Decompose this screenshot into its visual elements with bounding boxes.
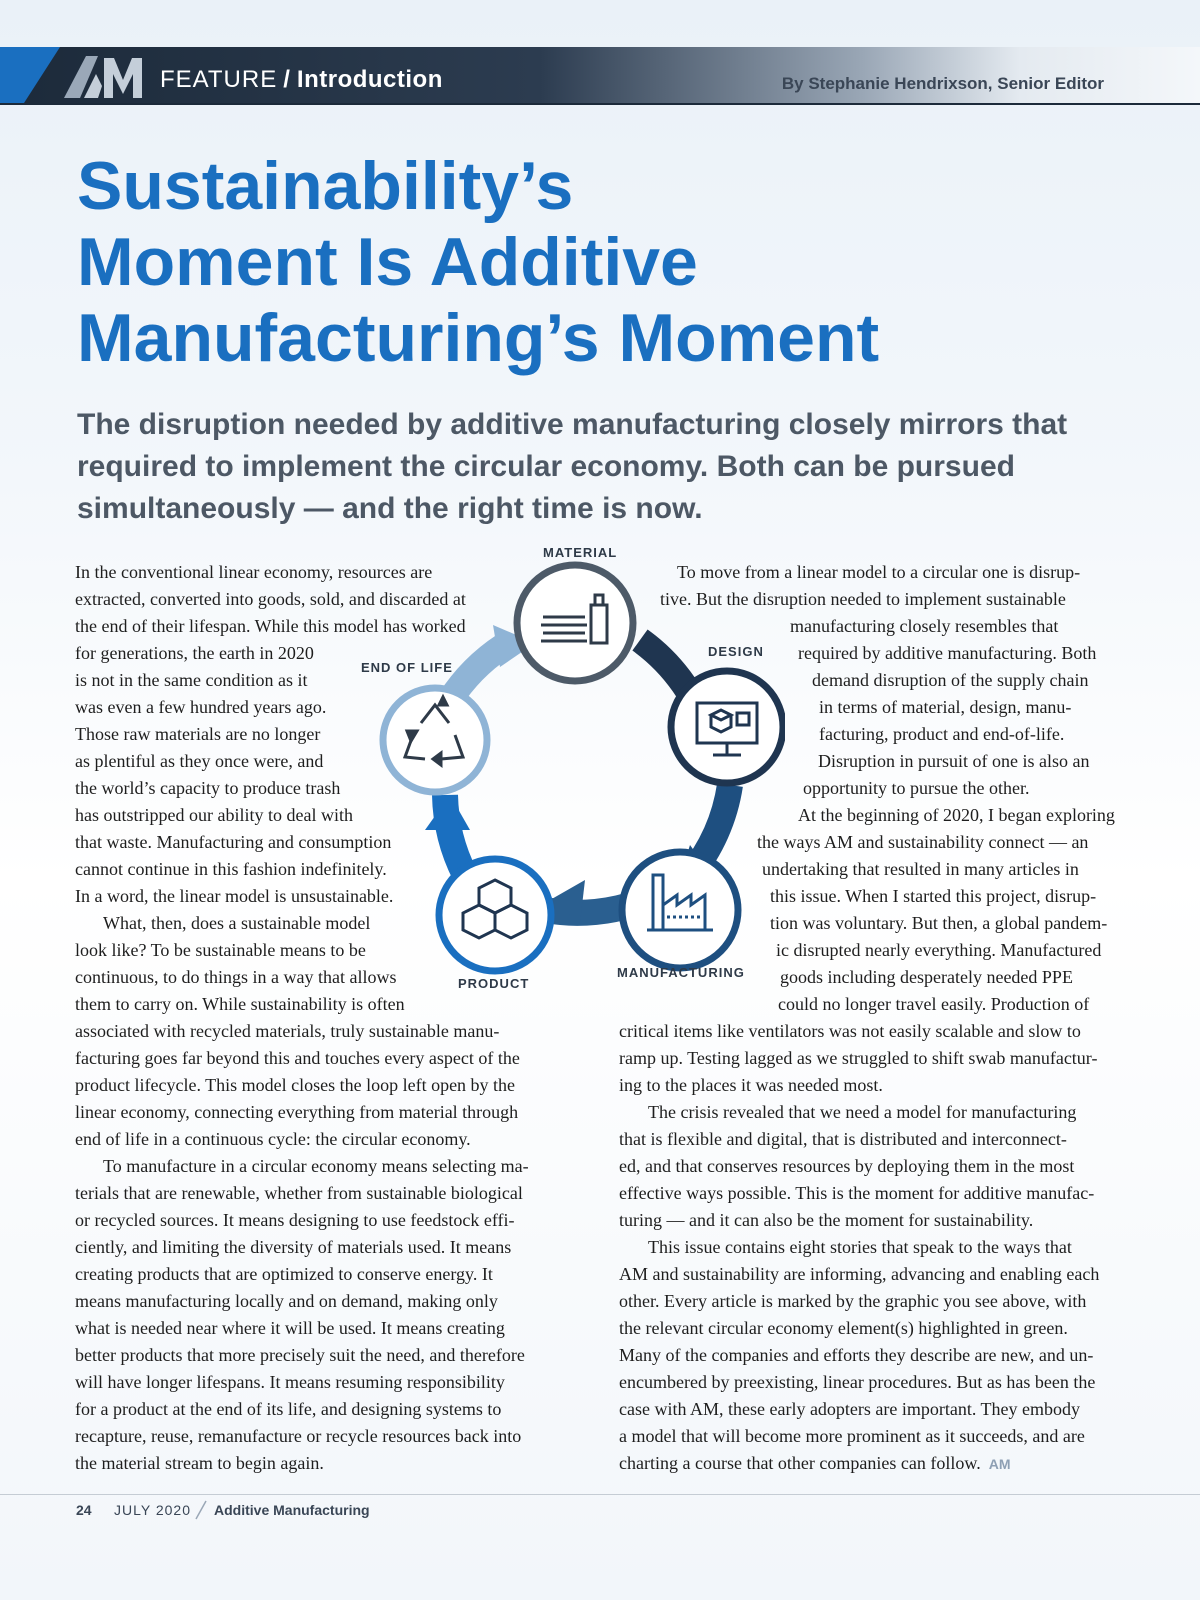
body-line: linear economy, connecting everything from material through xyxy=(75,1102,519,1122)
body-line: this issue. When I started this project, disrup- xyxy=(770,886,1097,906)
body-line: To manufacture in a circular economy means selecting ma- xyxy=(103,1156,529,1176)
footer-divider xyxy=(195,1500,207,1520)
body-line: other. Every article is marked by the graphic you see above, with xyxy=(619,1291,1087,1311)
body-line: To move from a linear model to a circular one is disrup- xyxy=(677,562,1081,582)
body-line-text: charting a course that other companies can follow. xyxy=(619,1453,981,1473)
body-line: At the beginning of 2020, I began exploring xyxy=(798,805,1115,825)
body-line: ic disrupted nearly everything. Manufactured xyxy=(776,940,1102,960)
body-line: Disruption in pursuit of one is also an xyxy=(818,751,1090,771)
body-line: Many of the companies and efforts they describe are new, and un- xyxy=(619,1345,1094,1365)
section-label xyxy=(160,66,443,94)
body-line: the end of their lifespan. While this model has worked xyxy=(75,616,466,636)
material-node xyxy=(517,565,633,681)
body-line: will have longer lifespans. It means resuming responsibility xyxy=(75,1372,505,1392)
body-line: extracted, converted into goods, sold, and discarded at xyxy=(75,589,466,609)
body-line: look like? To be sustainable means to be xyxy=(75,940,366,960)
article-title xyxy=(77,148,1097,376)
body-line: facturing goes far beyond this and touches every aspect of the xyxy=(75,1048,520,1068)
body-line: facturing, product and end-of-life. xyxy=(819,724,1065,744)
body-line: what is needed near where it will be used. It means creating xyxy=(75,1318,505,1338)
header-rule xyxy=(0,103,1200,105)
body-line: case with AM, these early adopters are important. They embody xyxy=(619,1399,1081,1419)
body-line: could no longer travel easily. Production of xyxy=(778,994,1090,1014)
body-line: end of life in a continuous cycle: the circular economy. xyxy=(75,1129,471,1149)
body-line: associated with recycled materials, truly sustainable manu- xyxy=(75,1021,500,1041)
body-line: the relevant circular economy element(s) highlighted in green. xyxy=(619,1318,1068,1338)
body-line: the world’s capacity to produce trash xyxy=(75,778,341,798)
body-line: tive. But the disruption needed to implement sustainable xyxy=(660,589,1066,609)
page-number: 24 xyxy=(76,1502,92,1518)
body-line: In the conventional linear economy, resources are xyxy=(75,562,433,582)
body-line: ed, and that conserves resources by deploying them in the most xyxy=(619,1156,1075,1176)
body-line: This issue contains eight stories that speak to the ways that xyxy=(648,1237,1072,1257)
body-line: a model that will become more prominent as it succeeds, and are xyxy=(619,1426,1085,1446)
manufacturing-node xyxy=(622,852,738,968)
section-name: FEATURE xyxy=(160,66,278,93)
publication-name: Additive Manufacturing xyxy=(214,1502,370,1518)
body-line: AM and sustainability are informing, advancing and enabling each xyxy=(619,1264,1100,1284)
body-line: effective ways possible. This is the moment for additive manufac- xyxy=(619,1183,1095,1203)
body-line: means manufacturing locally and on demand, making only xyxy=(75,1291,498,1311)
label-material: MATERIAL xyxy=(543,545,618,560)
body-line: cannot continue in this fashion indefinitely. xyxy=(75,859,387,879)
body-line: creating products that are optimized to conserve energy. It xyxy=(75,1264,493,1284)
body-line: undertaking that resulted in many articles in xyxy=(762,859,1079,879)
body-line: has outstripped our ability to deal with xyxy=(75,805,353,825)
body-line: opportunity to pursue the other. xyxy=(803,778,1030,798)
am-logo xyxy=(60,54,150,100)
body-line: product lifecycle. This model closes the loop left open by the xyxy=(75,1075,516,1095)
subsection-name: Introduction xyxy=(296,66,443,93)
body-line: tion was voluntary. But then, a global pandem- xyxy=(770,913,1108,933)
body-line: goods including desperately needed PPE xyxy=(780,967,1073,987)
byline: By Stephanie Hendrixson, Senior Editor xyxy=(781,74,1104,93)
body-line: ramp up. Testing lagged as we struggled to shift swab manufactur- xyxy=(619,1048,1098,1068)
body-line: for a product at the end of its life, and designing systems to xyxy=(75,1399,502,1419)
body-line: demand disruption of the supply chain xyxy=(812,670,1089,690)
product-node xyxy=(439,859,551,971)
section-slash: / xyxy=(283,66,291,93)
body-line: recapture, reuse, remanufacture or recycle resources back into xyxy=(75,1426,522,1446)
body-line: the material stream to begin again. xyxy=(75,1453,324,1473)
body-line: as plentiful as they once were, and xyxy=(75,751,324,771)
arrow-head-endoflife xyxy=(425,795,470,830)
body-line: for generations, the earth in 2020 xyxy=(75,643,314,663)
body-line: better products that more precisely suit the need, and therefore xyxy=(75,1345,525,1365)
body-line: critical items like ventilators was not easily scalable and slow to xyxy=(619,1021,1081,1041)
body-line: that is flexible and digital, that is distributed and interconnect- xyxy=(619,1129,1067,1149)
body-line: that waste. Manufacturing and consumption xyxy=(75,832,392,852)
issue-date: JULY 2020 xyxy=(114,1502,191,1518)
body-line: In a word, the linear model is unsustainable. xyxy=(75,886,394,906)
footer-rule xyxy=(0,1494,1200,1495)
body-line: terials that are renewable, whether from sustainable biological xyxy=(75,1183,523,1203)
body-line: Those raw materials are no longer xyxy=(75,724,321,744)
body-line: ciently, and limiting the diversity of materials used. It means xyxy=(75,1237,512,1257)
body-line: ing to the places it was needed most. xyxy=(619,1075,883,1095)
body-line: turing — and it can also be the moment for sustainability. xyxy=(619,1210,1034,1230)
body-line: or recycled sources. It means designing to use feedstock effi- xyxy=(75,1210,515,1230)
body-line: is not in the same condition as it xyxy=(75,670,308,690)
end-of-life-node xyxy=(383,688,487,792)
body-line: was even a few hundred years ago. xyxy=(75,697,327,717)
body-line: What, then, does a sustainable model xyxy=(103,913,371,933)
label-product: PRODUCT xyxy=(458,976,530,991)
title-line: Sustainability’s xyxy=(77,148,574,224)
end-mark: AM xyxy=(988,1456,1011,1472)
body-line: continuous, to do things in a way that allows xyxy=(75,967,397,987)
article-dek: The disruption needed by additive manufacturing closely mirrors that required to implement the circular economy. Both can be pursued simultaneously — and the right time is now. xyxy=(77,408,1068,525)
body-line: the ways AM and sustainability connect — an xyxy=(757,832,1089,852)
title-line: Manufacturing’s Moment xyxy=(77,300,880,376)
label-design: DESIGN xyxy=(708,644,764,659)
body-line: them to carry on. While sustainability is often xyxy=(75,994,405,1014)
body-line: manufacturing closely resembles that xyxy=(790,616,1059,636)
design-node xyxy=(671,671,783,783)
label-end-of-life: END OF LIFE xyxy=(361,660,453,675)
body-line: encumbered by preexisting, linear procedures. But as has been the xyxy=(619,1372,1096,1392)
body-line: in terms of material, design, manu- xyxy=(819,697,1072,717)
body-line: The crisis revealed that we need a model for manufacturing xyxy=(648,1102,1077,1122)
title-line: Moment Is Additive xyxy=(77,224,698,300)
label-manufacturing: MANUFACTURING xyxy=(617,965,745,980)
body-line xyxy=(619,1450,1010,1478)
body-line: required by additive manufacturing. Both xyxy=(798,643,1097,663)
